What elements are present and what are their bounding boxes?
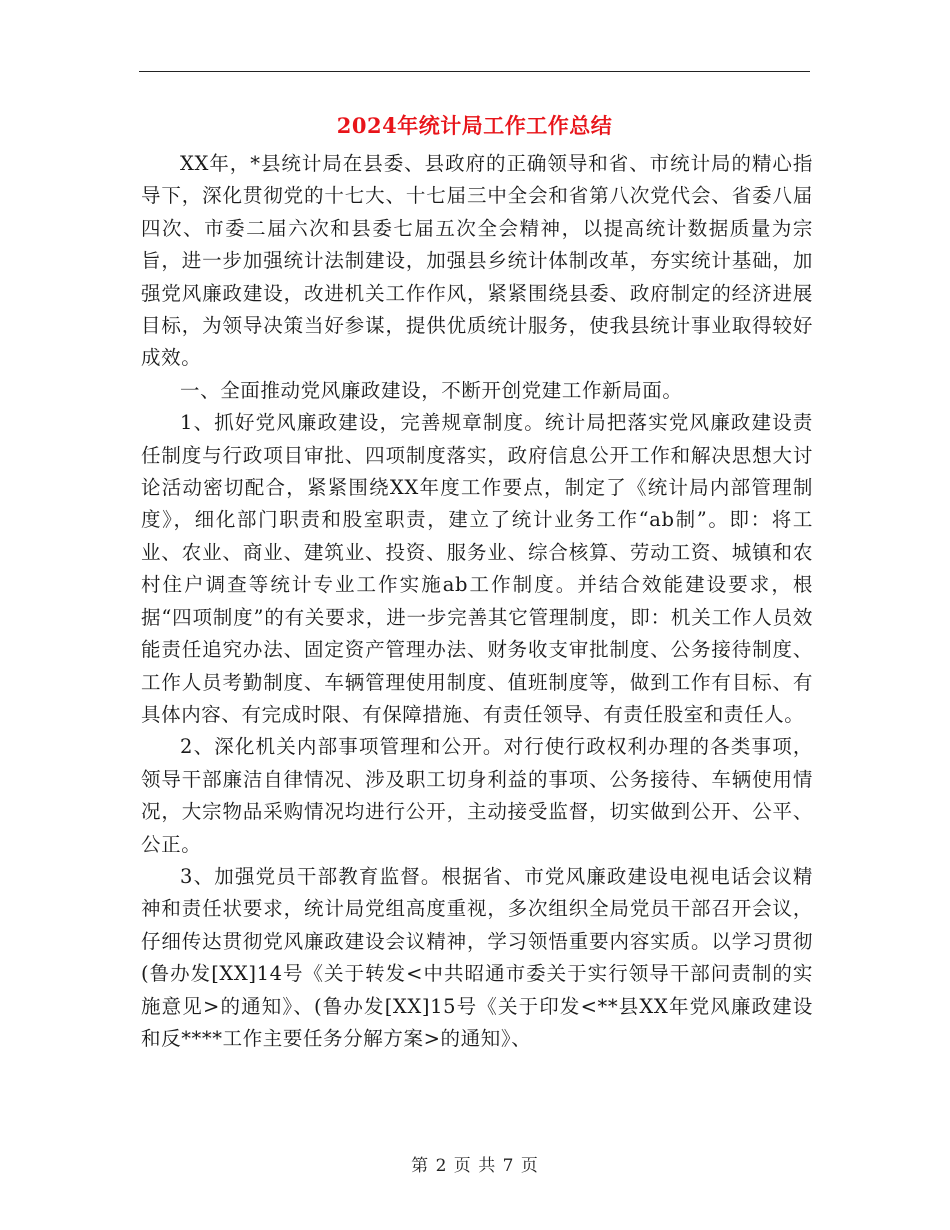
document-title: 2024年统计局工作工作总结 [336,113,613,138]
header-rule [139,71,810,72]
page-number: 第 2 页 共 7 页 [411,1156,539,1176]
paragraph-item-1: 1、抓好党风廉政建设，完善规章制度。统计局把落实党风廉政建设责任制度与行政项目审批、四项制度落实，政府信息公开工作和解决思想大讨论活动密切配合，紧紧围绕XX年度工作要点，制定了《统计局内部管理制度》，细化部门职责和股室职责，建立了统计业务工作“ab制”。即：将工业、农业、商业、建筑业、投资、服务业、综合核算、劳动工资、城镇和农村住户调查等统计专业工作实施ab工作制度。并结合效能建设要求，根据“四项制度”的有关要求，进一步完善其它管理制度，即：机关工作人员效能责任追究办法、固定资产管理办法、财务收支审批制度、公务接待制度、工作人员考勤制度、车辆管理使用制度、值班制度等，做到工作有目标、有具体内容、有完成时限、有保障措施、有责任领导、有责任股室和责任人。 [141,411,813,726]
paragraph-item-2: 2、深化机关内部事项管理和公开。对行使行政权利办理的各类事项，领导干部廉洁自律情况、涉及职工切身利益的事项、公务接待、车辆使用情况，大宗物品采购情况均进行公开，主动接受监督，切实做到公开、公平、公正。 [141,735,813,856]
document-body [141,148,813,1055]
paragraph-intro: XX年，*县统计局在县委、县政府的正确领导和省、市统计局的精心指导下，深化贯彻党的十七大、十七届三中全会和省第八次党代会、省委八届四次、市委二届六次和县委七届五次全会精神，以提高统计数据质量为宗旨，进一步加强统计法制建设，加强县乡统计体制改革，夯实统计基础，加强党风廉政建设，改进机关工作作风，紧紧围绕县委、政府制定的经济进展目标，为领导决策当好参谋，提供优质统计服务，使我县统计事业取得较好成效。 [141,152,813,370]
paragraph-item-3: 3、加强党员干部教育监督。根据省、市党风廉政建设电视电话会议精神和责任状要求，统计局党组高度重视，多次组织全局党员干部召开会议，仔细传达贯彻党风廉政建设会议精神，学习领悟重要内容实质。以学习贯彻(鲁办发[XX]14号《关于转发<中共昭通市委关于实行领导干部问责制的实施意见>的通知》、(鲁办发[XX]15号《关于印发<**县XX年党风廉政建设和反****工作主要任务分解方案>的通知》、 [141,864,813,1050]
section-heading-1: 一、全面推动党风廉政建设，不断开创党建工作新局面。 [180,378,683,402]
